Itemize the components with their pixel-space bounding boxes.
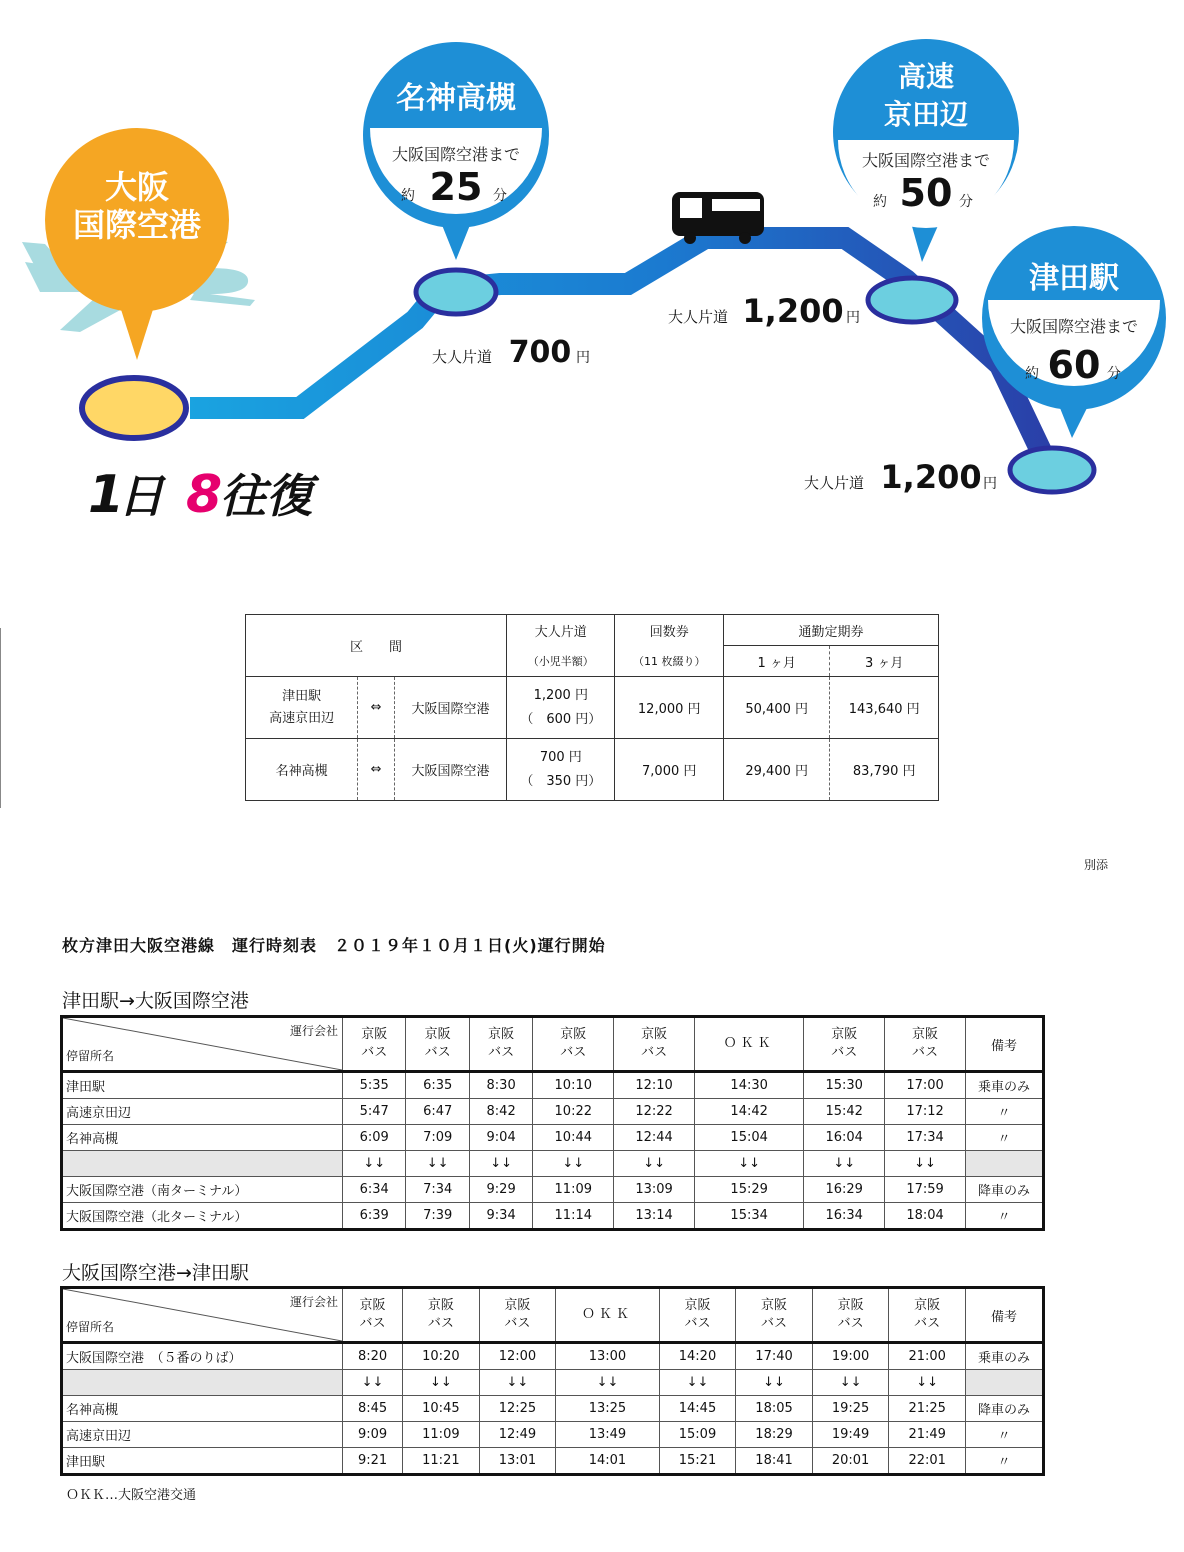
departure-time: 8:20 (343, 1343, 403, 1370)
fare-header-commuter: 通勤定期券 (723, 615, 938, 646)
approx-label: 約 (401, 188, 415, 204)
fare-coupon: 12,000 円 (615, 677, 723, 739)
operator-name-line: 京阪 (837, 1298, 864, 1313)
price-label-tsuda (804, 458, 997, 496)
departure-time: 13:49 (556, 1422, 660, 1448)
arrow-cell: ↓↓ (736, 1370, 813, 1396)
arrow-cell: ↓↓ (469, 1151, 532, 1177)
operator-cell (885, 1017, 966, 1072)
fare-child: （ 350 円） (520, 773, 602, 789)
operator-cell (614, 1017, 695, 1072)
fare-1month: 29,400 円 (723, 739, 829, 801)
operator-name-line: 京阪 (684, 1298, 711, 1313)
departure-time: 22:01 (889, 1448, 966, 1475)
timetable-header-row (62, 1017, 1044, 1072)
stop-name: 名神高槻 (62, 1125, 343, 1151)
timetable-title: 枚方津田大阪空港線 運行時刻表 ２０１９年１０月１日(火)運行開始 (62, 936, 606, 955)
svg-text:1: 1 (88, 465, 125, 525)
departure-time: 12:22 (614, 1099, 695, 1125)
departure-time: 18:29 (736, 1422, 813, 1448)
station-sub-label: 大阪国際空港まで (391, 145, 521, 164)
operator-name-line: バス (837, 1316, 864, 1331)
outbound-timetable (60, 1015, 1045, 1231)
inbound-timetable (60, 1286, 1045, 1476)
operator-cell (889, 1288, 966, 1343)
timetable-row (62, 1203, 1044, 1230)
departure-time: 12:44 (614, 1125, 695, 1151)
departure-time: 11:21 (403, 1448, 480, 1475)
stop-name: 大阪国際空港 （５番のりば） (62, 1343, 343, 1370)
operator-name-line: バス (361, 1045, 388, 1060)
arrow-cell: ↓↓ (403, 1370, 480, 1396)
departure-time: 11:09 (403, 1422, 480, 1448)
operator-name-line: 京阪 (560, 1027, 587, 1042)
departure-time: 15:34 (695, 1203, 804, 1230)
arrow-cell: ↓↓ (804, 1151, 885, 1177)
departure-time: 9:09 (343, 1422, 403, 1448)
approx-label: 約 (873, 194, 887, 210)
operator-cell (406, 1017, 469, 1072)
timetable-row (62, 1422, 1044, 1448)
row-note: 乗車のみ (966, 1072, 1044, 1099)
departure-time: 17:59 (885, 1177, 966, 1203)
operator-name-line: バス (684, 1316, 711, 1331)
departure-time: 13:00 (556, 1343, 660, 1370)
stop-name: 津田駅 (62, 1072, 343, 1099)
fare-table (245, 614, 939, 801)
station-bubble-meishin-takatsuki (363, 42, 549, 260)
departure-time: 8:45 (343, 1396, 403, 1422)
svg-text:大人片道: 大人片道 (431, 348, 493, 366)
travel-minutes: 25 (429, 165, 483, 209)
route-line (190, 238, 1050, 470)
station-name-line: 国際空港 (72, 206, 202, 244)
operator-name-line: ＯＫＫ (723, 1036, 775, 1051)
operator-name-line: 京阪 (761, 1298, 788, 1313)
arrow-cell: ↓↓ (812, 1370, 889, 1396)
fare-to: 大阪国際空港 (394, 677, 506, 739)
departure-time: 10:44 (533, 1125, 614, 1151)
stop-name: 大阪国際空港（南ターミナル） (62, 1177, 343, 1203)
notes-header: 備考 (966, 1288, 1044, 1343)
operator-name-line: 京阪 (427, 1298, 454, 1313)
departure-time: 10:45 (403, 1396, 480, 1422)
svg-text:日: 日 (118, 469, 164, 523)
stop-label: 停留所名 (66, 1320, 115, 1334)
fare-header-coupon-sub: （11 枚綴り） (615, 646, 723, 677)
row-note: 〃 (966, 1422, 1044, 1448)
timetable-row (62, 1343, 1044, 1370)
row-note: 〃 (966, 1125, 1044, 1151)
svg-text:8: 8 (186, 465, 223, 525)
arrow-cell: ↓↓ (695, 1151, 804, 1177)
fare-row (246, 739, 939, 801)
arrow-cell: ↓↓ (343, 1370, 403, 1396)
operator-name-line: 京阪 (361, 1027, 388, 1042)
operator-cell (343, 1017, 406, 1072)
arrow-cell: ↓↓ (614, 1151, 695, 1177)
timetable-row (62, 1370, 1044, 1396)
fare-header-adult-sub: （小児半額） (507, 646, 615, 677)
departure-time: 5:35 (343, 1072, 406, 1099)
operator-name-line: 京阪 (641, 1027, 668, 1042)
operator-cell (695, 1017, 804, 1072)
operator-name-line: バス (641, 1045, 668, 1060)
departure-time: 19:25 (812, 1396, 889, 1422)
stop-marker-airport (82, 378, 186, 438)
stop-name (62, 1151, 343, 1177)
departure-time: 13:14 (614, 1203, 695, 1230)
departure-time: 6:35 (406, 1072, 469, 1099)
footnote: ＯＫＫ…大阪空港交通 (66, 1488, 197, 1503)
station-name-line: 大阪 (104, 168, 170, 206)
departure-time: 7:39 (406, 1203, 469, 1230)
fare-arrow: ⇔ (358, 677, 395, 739)
stop-label: 停留所名 (66, 1049, 115, 1063)
stop-name: 大阪国際空港（北ターミナル） (62, 1203, 343, 1230)
fare-header-section: 区 間 (246, 615, 507, 677)
fare-adult: 1,200 円 (533, 687, 588, 703)
fare-header-1month: 1 ヶ月 (723, 646, 829, 677)
operator-cell (556, 1288, 660, 1343)
header-corner-cell (62, 1017, 343, 1072)
departure-time: 14:30 (695, 1072, 804, 1099)
timetable-row (62, 1448, 1044, 1475)
svg-text:往復: 往復 (220, 469, 312, 523)
arrow-cell: ↓↓ (889, 1370, 966, 1396)
departure-time: 6:34 (343, 1177, 406, 1203)
departure-time: 12:00 (479, 1343, 556, 1370)
departure-time: 6:39 (343, 1203, 406, 1230)
arrow-cell: ↓↓ (885, 1151, 966, 1177)
departure-time: 9:34 (469, 1203, 532, 1230)
departure-time: 15:30 (804, 1072, 885, 1099)
departure-time: 21:49 (889, 1422, 966, 1448)
operator-name-line: バス (914, 1316, 941, 1331)
fare-adult: 700 円 (539, 749, 582, 765)
fare-header-3month: 3 ヶ月 (830, 646, 939, 677)
arrow-cell: ↓↓ (343, 1151, 406, 1177)
arrow-cell: ↓↓ (533, 1151, 614, 1177)
operator-name-line: バス (831, 1045, 858, 1060)
departure-time: 18:05 (736, 1396, 813, 1422)
departure-time: 12:25 (479, 1396, 556, 1422)
operator-name-line: 京阪 (424, 1027, 451, 1042)
price-label-kyotanabe (668, 292, 860, 330)
departure-time: 9:29 (469, 1177, 532, 1203)
price-label-meishin (432, 335, 590, 370)
svg-text:円: 円 (846, 310, 860, 326)
departure-time: 19:00 (812, 1343, 889, 1370)
departure-time: 6:47 (406, 1099, 469, 1125)
timetable-row (62, 1099, 1044, 1125)
departure-time: 13:09 (614, 1177, 695, 1203)
departure-time: 15:42 (804, 1099, 885, 1125)
svg-text:1,200: 1,200 (742, 292, 844, 330)
fare-arrow: ⇔ (358, 739, 395, 801)
fare-child: （ 600 円） (520, 711, 602, 727)
departure-time: 7:34 (406, 1177, 469, 1203)
operator-name-line: バス (912, 1045, 939, 1060)
departure-time: 18:04 (885, 1203, 966, 1230)
departure-time: 10:10 (533, 1072, 614, 1099)
timetable-row (62, 1072, 1044, 1099)
svg-text:円: 円 (576, 350, 590, 366)
outbound-title: 津田駅→大阪国際空港 (62, 990, 249, 1012)
station-sub-label: 大阪国際空港まで (861, 151, 991, 170)
departure-time: 10:20 (403, 1343, 480, 1370)
fare-1month: 50,400 円 (723, 677, 829, 739)
timetable-row (62, 1396, 1044, 1422)
operator-cell (403, 1288, 480, 1343)
operator-cell (736, 1288, 813, 1343)
svg-text:1,200: 1,200 (880, 458, 982, 496)
departure-time: 15:04 (695, 1125, 804, 1151)
timetable-header-row (62, 1288, 1044, 1343)
departure-time: 19:49 (812, 1422, 889, 1448)
stop-marker-meishin-takatsuki (416, 270, 496, 314)
departure-time: 17:40 (736, 1343, 813, 1370)
station-name-line: 京田辺 (883, 98, 969, 131)
row-note (966, 1370, 1044, 1396)
operator-cell (812, 1288, 889, 1343)
trips-per-day (88, 465, 320, 525)
operator-cell (469, 1017, 532, 1072)
notes-header: 備考 (966, 1017, 1044, 1072)
stop-name: 高速京田辺 (62, 1099, 343, 1125)
row-note: 〃 (966, 1099, 1044, 1125)
row-note: 乗車のみ (966, 1343, 1044, 1370)
operator-cell (659, 1288, 736, 1343)
operator-name-line: 京阪 (504, 1298, 531, 1313)
departure-time: 14:45 (659, 1396, 736, 1422)
operator-name-line: バス (560, 1045, 587, 1060)
operator-name-line: バス (761, 1316, 788, 1331)
departure-time: 14:20 (659, 1343, 736, 1370)
operator-label: 運行会社 (289, 1295, 338, 1309)
operator-label: 運行会社 (289, 1024, 338, 1038)
departure-time: 21:25 (889, 1396, 966, 1422)
departure-time: 11:14 (533, 1203, 614, 1230)
fare-from: 名神高槻 (246, 739, 358, 801)
arrow-cell: ↓↓ (406, 1151, 469, 1177)
departure-time: 21:00 (889, 1343, 966, 1370)
station-name-line: 名神高槻 (396, 81, 516, 116)
operator-name-line: 京阪 (359, 1298, 386, 1313)
row-note: 〃 (966, 1203, 1044, 1230)
stop-name: 津田駅 (62, 1448, 343, 1475)
departure-time: 16:04 (804, 1125, 885, 1151)
fare-3month: 83,790 円 (830, 739, 939, 801)
departure-time: 16:34 (804, 1203, 885, 1230)
timetable-row (62, 1177, 1044, 1203)
departure-time: 15:29 (695, 1177, 804, 1203)
operator-name-line: バス (359, 1316, 386, 1331)
route-map (0, 0, 1184, 560)
header-corner-cell (62, 1288, 343, 1343)
inbound-title: 大阪国際空港→津田駅 (62, 1262, 249, 1284)
minutes-unit: 分 (493, 188, 507, 204)
departure-time: 13:25 (556, 1396, 660, 1422)
svg-text:700: 700 (508, 335, 572, 370)
travel-minutes: 60 (1047, 343, 1101, 387)
departure-time: 20:01 (812, 1448, 889, 1475)
departure-time: 5:47 (343, 1099, 406, 1125)
travel-minutes: 50 (899, 171, 953, 215)
departure-time: 8:42 (469, 1099, 532, 1125)
stop-name: 高速京田辺 (62, 1422, 343, 1448)
stop-name: 名神高槻 (62, 1396, 343, 1422)
station-name-line: 高速 (897, 60, 955, 93)
svg-text:大人片道: 大人片道 (803, 474, 865, 492)
row-note: 降車のみ (966, 1177, 1044, 1203)
departure-time: 18:41 (736, 1448, 813, 1475)
departure-time: 16:29 (804, 1177, 885, 1203)
timetable-row (62, 1151, 1044, 1177)
departure-time: 14:01 (556, 1448, 660, 1475)
minutes-unit: 分 (959, 194, 973, 210)
departure-time: 6:09 (343, 1125, 406, 1151)
operator-cell (479, 1288, 556, 1343)
departure-time: 17:00 (885, 1072, 966, 1099)
departure-time: 8:30 (469, 1072, 532, 1099)
station-bubble-kosoku-kyotanabe (833, 39, 1019, 262)
margin-mark (0, 628, 3, 808)
approx-label: 約 (1025, 366, 1039, 382)
departure-time: 9:21 (343, 1448, 403, 1475)
arrow-cell: ↓↓ (556, 1370, 660, 1396)
departure-time: 10:22 (533, 1099, 614, 1125)
fare-coupon: 7,000 円 (615, 739, 723, 801)
stop-marker-kosoku-kyotanabe (868, 278, 956, 322)
timetable-row (62, 1125, 1044, 1151)
departure-time: 17:34 (885, 1125, 966, 1151)
fare-from: 高速京田辺 (269, 710, 335, 726)
operator-name-line: バス (504, 1316, 531, 1331)
operator-name-line: バス (424, 1045, 451, 1060)
fare-header-coupon: 回数券 (615, 615, 723, 646)
fare-row (246, 677, 939, 739)
departure-time: 9:04 (469, 1125, 532, 1151)
attachment-label: 別添 (1084, 858, 1109, 872)
stop-marker-tsuda-station (1010, 448, 1094, 492)
departure-time: 7:09 (406, 1125, 469, 1151)
operator-name-line: 京阪 (914, 1298, 941, 1313)
operator-name-line: 京阪 (488, 1027, 515, 1042)
stop-name (62, 1370, 343, 1396)
operator-name-line: バス (427, 1316, 454, 1331)
operator-name-line: バス (488, 1045, 515, 1060)
fare-from: 津田駅 (282, 688, 322, 704)
row-note: 〃 (966, 1448, 1044, 1475)
row-note (966, 1151, 1044, 1177)
operator-cell (343, 1288, 403, 1343)
operator-name-line: 京阪 (831, 1027, 858, 1042)
svg-text:大人片道: 大人片道 (667, 308, 729, 326)
operator-name-line: ＯＫＫ (581, 1307, 633, 1322)
departure-time: 12:10 (614, 1072, 695, 1099)
departure-time: 15:21 (659, 1448, 736, 1475)
minutes-unit: 分 (1107, 366, 1121, 382)
departure-time: 14:42 (695, 1099, 804, 1125)
fare-header-adult: 大人片道 (507, 615, 615, 646)
fare-3month: 143,640 円 (830, 677, 939, 739)
departure-time: 15:09 (659, 1422, 736, 1448)
departure-time: 17:12 (885, 1099, 966, 1125)
departure-time: 11:09 (533, 1177, 614, 1203)
operator-name-line: 京阪 (912, 1027, 939, 1042)
arrow-cell: ↓↓ (479, 1370, 556, 1396)
operator-cell (533, 1017, 614, 1072)
station-name-line: 津田駅 (1029, 261, 1119, 296)
departure-time: 13:01 (479, 1448, 556, 1475)
departure-time: 12:49 (479, 1422, 556, 1448)
fare-to: 大阪国際空港 (394, 739, 506, 801)
operator-cell (804, 1017, 885, 1072)
station-sub-label: 大阪国際空港まで (1009, 317, 1139, 336)
arrow-cell: ↓↓ (659, 1370, 736, 1396)
svg-text:円: 円 (983, 476, 997, 492)
row-note: 降車のみ (966, 1396, 1044, 1422)
